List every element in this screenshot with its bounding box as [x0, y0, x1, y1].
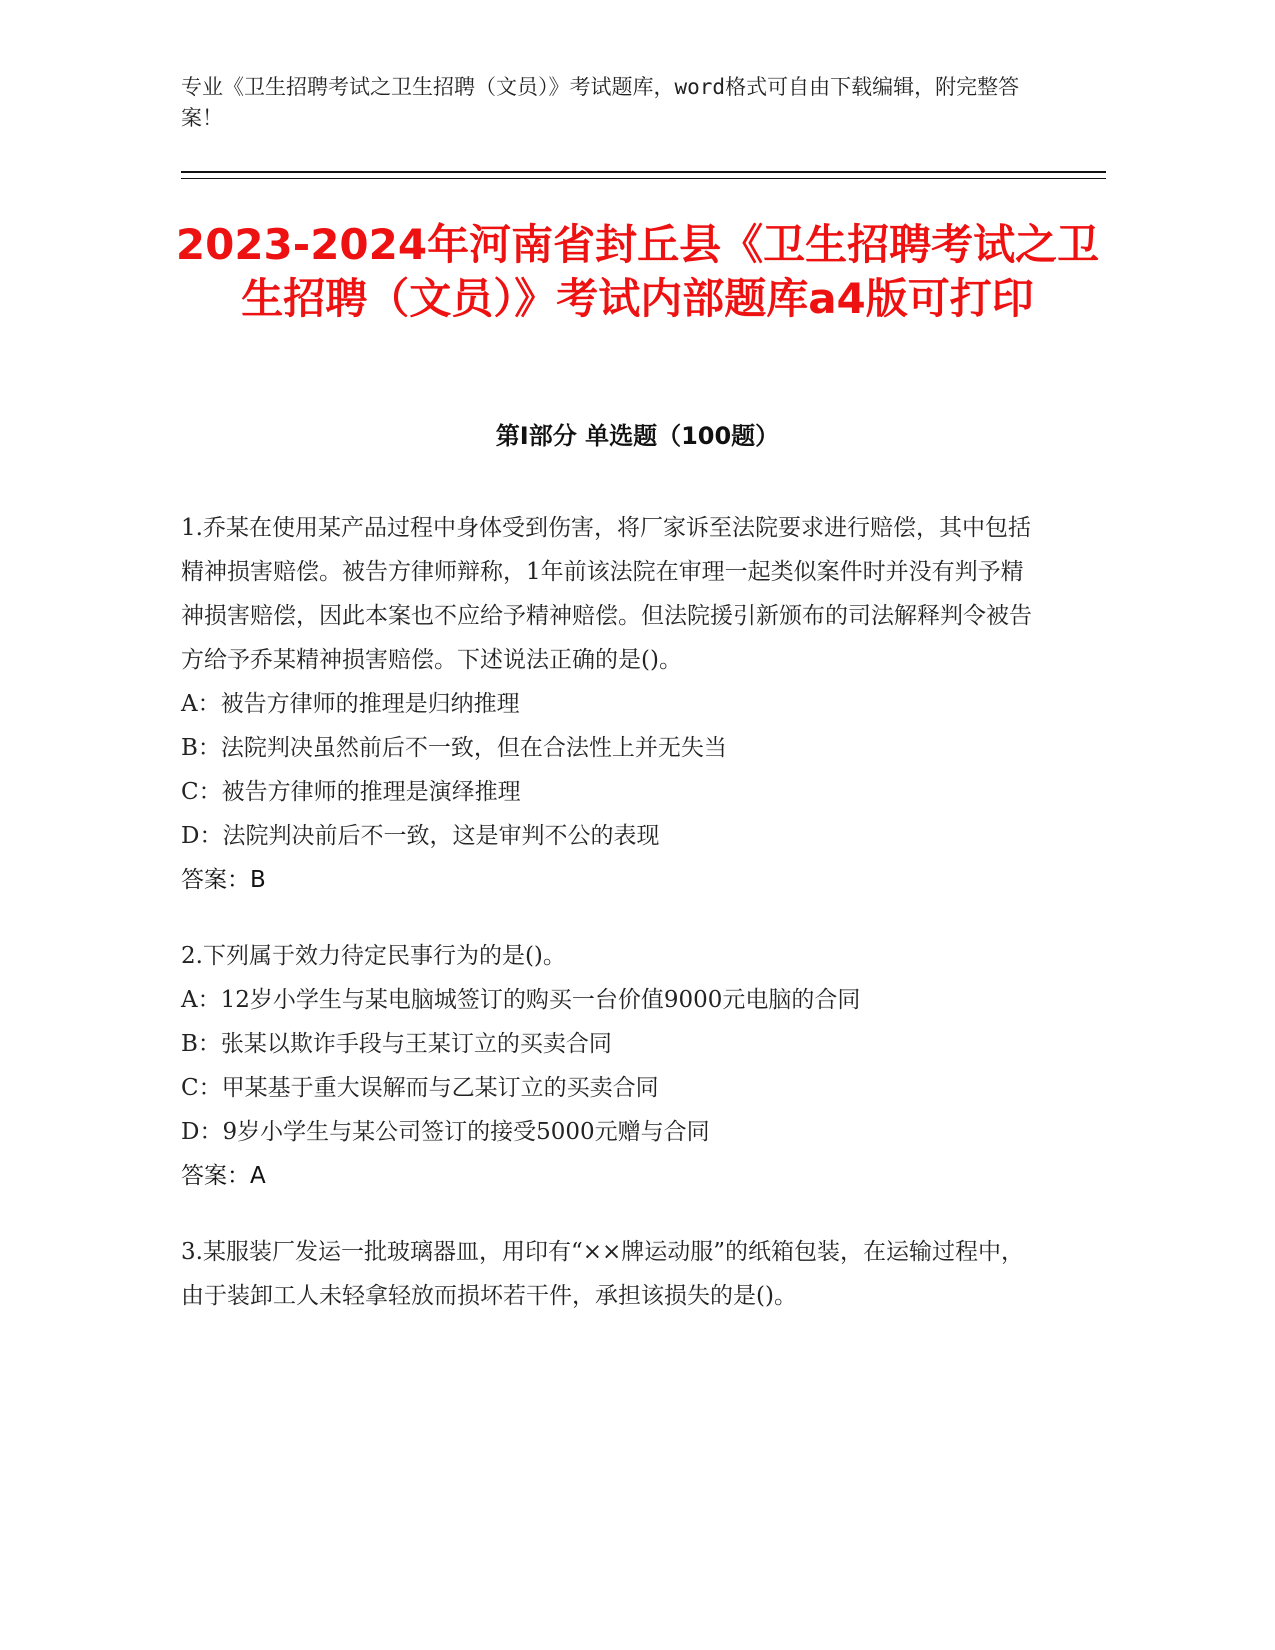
option-c: C：甲某基于重大误解而与乙某订立的买卖合同	[181, 1075, 659, 1101]
header-divider-thin	[181, 178, 1106, 179]
answer-line: 答案：A	[181, 1163, 266, 1189]
option-c: C：被告方律师的推理是演绎推理	[181, 779, 521, 805]
option-a: A：12岁小学生与某电脑城签订的购买一台价值9000元电脑的合同	[181, 987, 861, 1013]
answer-line: 答案：B	[181, 867, 266, 893]
question-stem: 2.下列属于效力待定民事行为的是()。	[181, 943, 566, 969]
option-b: B：张某以欺诈手段与王某订立的买卖合同	[181, 1031, 612, 1057]
question-stem: 1.乔某在使用某产品过程中身体受到伤害，将厂家诉至法院要求进行赔偿，其中包括精神损害赔偿。被告方律师辩称，1年前该法院在审理一起类似案件时并没有判予精神损害赔偿，因此本案也不应给予精神赔偿。但法院援引新颁布的司法解释判令被告方给予乔某精神损害赔偿。下述说法正确的是()。	[181, 515, 1032, 673]
header-divider	[181, 171, 1106, 173]
option-b: B：法院判决虽然前后不一致，但在合法性上并无失当	[181, 735, 727, 761]
question-stem: 3.某服装厂发运一批玻璃器皿，用印有“××牌运动服”的纸箱包装，在运输过程中，由于装卸工人未轻拿轻放而损坏若干件，承担该损失的是()。	[181, 1239, 1025, 1309]
section-heading: 第I部分 单选题（100题）	[495, 422, 780, 450]
header-note: 专业《卫生招聘考试之卫生招聘（文员）》考试题库，word格式可自由下载编辑，附完整答案！	[181, 75, 1020, 130]
document-title: 2023-2024年河南省封丘县《卫生招聘考试之卫生招聘（文员）》考试内部题库a4版可打印	[175, 220, 1100, 323]
question-2	[181, 934, 1041, 1198]
question-list	[181, 506, 1041, 1350]
question-1	[181, 506, 1041, 902]
option-d: D：法院判决前后不一致，这是审判不公的表现	[181, 823, 660, 849]
option-a: A：被告方律师的推理是归纳推理	[181, 691, 520, 717]
option-d: D：9岁小学生与某公司签订的接受5000元赠与合同	[181, 1119, 710, 1145]
question-3	[181, 1230, 1041, 1318]
